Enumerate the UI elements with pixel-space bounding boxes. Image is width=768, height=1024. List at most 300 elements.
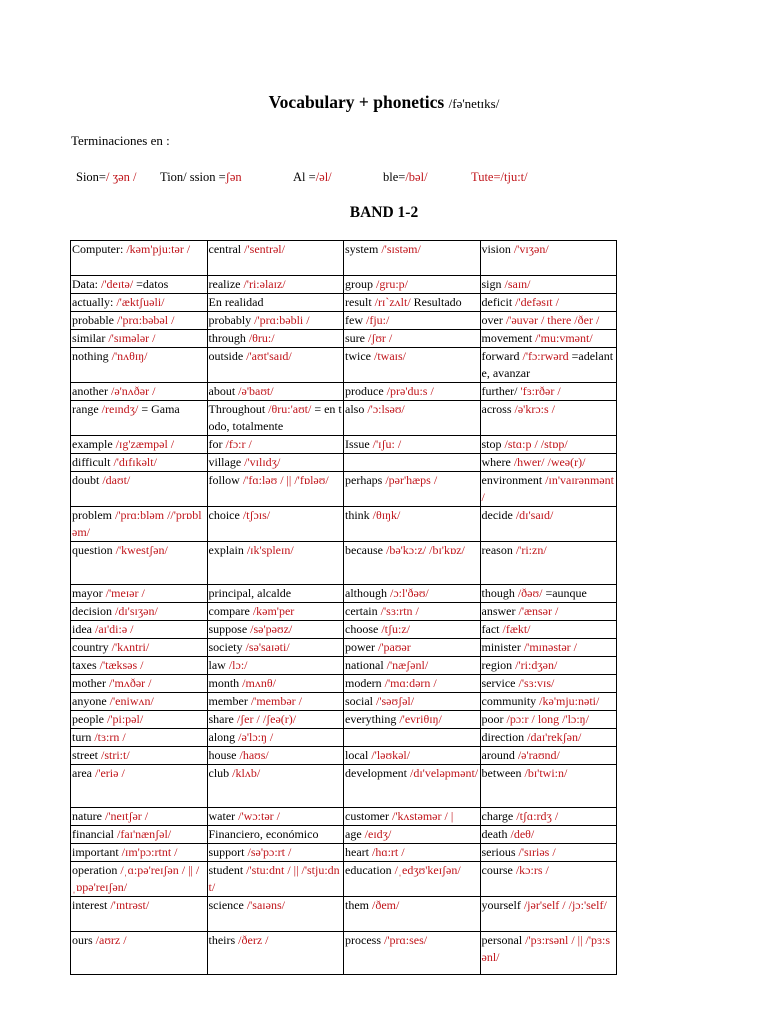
note-text: =adelante, avanzar (481, 349, 614, 380)
word-text: support (208, 845, 245, 859)
table-cell (480, 862, 617, 897)
table-cell (480, 241, 617, 276)
phonetic-text: /'sɜ:rtn / (380, 604, 419, 618)
phonetic-text: /daʊt/ (102, 473, 131, 487)
table-cell (344, 693, 481, 711)
phonetic-text: /tʃɑ:rdʒ / (516, 809, 559, 823)
phonetic-text: /'deɪtə/ (101, 277, 134, 291)
table-cell (344, 844, 481, 862)
word-text: community (481, 694, 537, 708)
table-row (71, 401, 617, 436)
phonetic-text: /klʌb/ (232, 766, 261, 780)
table-row (71, 657, 617, 675)
table-cell (71, 276, 208, 294)
table-cell (480, 603, 617, 621)
phonetic-text: /lɔ:/ (228, 658, 248, 672)
table-row (71, 585, 617, 603)
table-cell (71, 765, 208, 808)
phonetic-text: /'paʊər (378, 640, 411, 654)
word-text: realize (208, 277, 241, 291)
table-row (71, 729, 617, 747)
phonetic-text: /'dɪfɪkəlt/ (113, 455, 157, 469)
phonetic-text: /sə'pəʊz/ (250, 622, 293, 636)
word-text: Computer: (72, 242, 124, 256)
phonetic-text: /dɪ'veləpmənt/ (409, 766, 479, 780)
phonetic-text: /'vɪʒən/ (513, 242, 549, 256)
table-cell (71, 383, 208, 401)
phonetic-text: /'eniwʌn/ (109, 694, 154, 708)
word-text: house (208, 748, 237, 762)
phonetic-text: /'neɪtʃər / (104, 809, 149, 823)
table-cell (344, 276, 481, 294)
ending-label: ble= (383, 170, 406, 184)
phonetic-text: /'prɑ:bəbli / (254, 313, 310, 327)
word-text: because (345, 543, 383, 557)
table-cell (71, 312, 208, 330)
phonetic-text: /'næʃənl/ (386, 658, 429, 672)
phonetic-text: /ə'krɔ:s / (514, 402, 555, 416)
word-text: sure (345, 331, 365, 345)
word-text: decide (481, 508, 513, 522)
table-cell (480, 729, 617, 747)
phonetic-text: /'səʊʃəl/ (376, 694, 415, 708)
table-row (71, 454, 617, 472)
phonetic-text: /kəm'pju:tər / (126, 242, 191, 256)
table-cell (71, 747, 208, 765)
phonetic-text: /'stu:dnt / || /'stju:dnt/ (208, 863, 340, 894)
table-cell (480, 542, 617, 585)
ending-value: /tju:t/ (500, 170, 528, 184)
phonetic-text: /'ri:zn/ (515, 543, 547, 557)
phonetic-text: /'mʌðər / (109, 676, 152, 690)
phonetic-text: 'fɜ:rðər / (520, 384, 561, 398)
phonetic-text: /stɑ:p / /stɒp/ (504, 437, 568, 451)
word-text: through (208, 331, 246, 345)
table-cell (207, 897, 344, 932)
word-text: decision (72, 604, 112, 618)
subtitle: Terminaciones en : (71, 133, 170, 148)
word-text: region (481, 658, 513, 672)
table-cell (207, 276, 344, 294)
phonetic-text: /deθ/ (510, 827, 535, 841)
table-cell (207, 844, 344, 862)
phonetic-text: /θru:/ (248, 331, 275, 345)
word-text: similar (72, 331, 106, 345)
word-text: service (481, 676, 516, 690)
phonetic-text: /reɪndʒ/ (101, 402, 139, 416)
word-text: operation (72, 863, 118, 877)
phonetic-text: /fju:/ (366, 313, 390, 327)
table-row (71, 897, 617, 932)
table-cell (207, 241, 344, 276)
word-text: system (345, 242, 379, 256)
phonetic-text: /ə'nʌðər / (110, 384, 156, 398)
table-cell (71, 603, 208, 621)
word-text: water (208, 809, 236, 823)
table-cell (71, 294, 208, 312)
word-text: deficit (481, 295, 513, 309)
phonetic-text: /faɪ'nænʃəl/ (116, 827, 172, 841)
note-text: = en todo, totalmente (208, 402, 342, 433)
table-cell (207, 747, 344, 765)
table-cell (344, 348, 481, 383)
table-cell (480, 294, 617, 312)
table-cell (207, 436, 344, 454)
phonetic-text: /'sɪstəm/ (381, 242, 421, 256)
table-row (71, 383, 617, 401)
table-cell (344, 747, 481, 765)
phonetic-text: /ðəʊ/ (517, 586, 543, 600)
word-text: serious (481, 845, 516, 859)
table-row (71, 312, 617, 330)
word-text: law (208, 658, 226, 672)
word-text: mayor (72, 586, 103, 600)
note-text: =datos (136, 277, 169, 291)
word-text: compare (208, 604, 250, 618)
table-row (71, 241, 617, 276)
ending-al (293, 170, 332, 185)
table-cell (480, 657, 617, 675)
table-cell (71, 826, 208, 844)
table-cell (344, 383, 481, 401)
word-text: certain (345, 604, 378, 618)
phonetic-text: /'mɑ:dərn / (384, 676, 437, 690)
phonetic-text: /'prɑ:ses/ (384, 933, 428, 947)
table-cell (71, 675, 208, 693)
phonetic-text: /'æktʃuəli/ (116, 295, 165, 309)
phonetic-text: /'kwestʃən/ (115, 543, 168, 557)
word-text: club (208, 766, 230, 780)
phonetic-text: /'eriə / (94, 766, 125, 780)
table-row (71, 507, 617, 542)
word-text: direction (481, 730, 525, 744)
table-cell (207, 294, 344, 312)
table-row (71, 621, 617, 639)
phonetic-text: /'pɜ:rsənl / || /'pɜ:sənl/ (481, 933, 611, 964)
word-text: vision (481, 242, 511, 256)
phonetic-text: /θru:'aʊt/ (268, 402, 312, 416)
vocabulary-table (70, 240, 617, 975)
phonetic-text: /'əuvər / there /ðer / (505, 313, 600, 327)
word-text: reason (481, 543, 513, 557)
table-cell (207, 862, 344, 897)
word-text: explain (208, 543, 244, 557)
word-text: produce (345, 384, 384, 398)
phonetic-text: /ɪg'zæmpəl / (115, 437, 175, 451)
table-cell (344, 330, 481, 348)
word-text: ours (72, 933, 93, 947)
table-cell (71, 729, 208, 747)
phonetic-text: /'vɪlɪdʒ/ (244, 455, 281, 469)
word-text: power (345, 640, 375, 654)
word-text: although (345, 586, 387, 600)
table-cell (480, 330, 617, 348)
table-cell (480, 621, 617, 639)
table-cell (344, 603, 481, 621)
word-text: student (208, 863, 244, 877)
phonetic-text: /dɪ'sɪʒən/ (115, 604, 158, 618)
word-text: around (481, 748, 515, 762)
table-cell (344, 454, 481, 472)
word-text: nothing (72, 349, 109, 363)
table-row (71, 639, 617, 657)
word-text: stop (481, 437, 502, 451)
table-cell (480, 383, 617, 401)
phonetic-text: /ˌɑ:pə'reɪʃən / || /ˌɒpə'reɪʃən/ (72, 863, 200, 894)
phonetic-text: /'wɔ:tər / (238, 809, 280, 823)
table-cell (344, 621, 481, 639)
table-cell (207, 330, 344, 348)
word-text: mother (72, 676, 106, 690)
phonetic-text: /tʃu:z/ (381, 622, 410, 636)
word-text: movement (481, 331, 533, 345)
word-text: along (208, 730, 236, 744)
title-text: Vocabulary + phonetics (268, 92, 445, 112)
table-cell (71, 693, 208, 711)
word-text: question (72, 543, 113, 557)
phonetic-text: /ə'baʊt/ (238, 384, 274, 398)
table-row (71, 675, 617, 693)
table-cell (344, 312, 481, 330)
note-text: =aunque (545, 586, 587, 600)
phonetic-text: /haʊs/ (239, 748, 269, 762)
ending-label: Tute= (471, 170, 501, 184)
word-text: perhaps (345, 473, 383, 487)
word-text: taxes (72, 658, 97, 672)
table-cell (207, 765, 344, 808)
word-text: difficult (72, 455, 111, 469)
phonetic-text: /ðem/ (372, 898, 400, 912)
word-text: fact (481, 622, 500, 636)
table-row (71, 862, 617, 897)
word-text: turn (72, 730, 92, 744)
table-cell (71, 507, 208, 542)
word-text: financial (72, 827, 114, 841)
phonetic-text: /'defəsɪt / (515, 295, 559, 309)
word-text: science (208, 898, 244, 912)
phonetic-text: /'ɔ:lsəʊ/ (367, 402, 405, 416)
phonetic-text: /kə'mju:nəti/ (539, 694, 600, 708)
table-row (71, 711, 617, 729)
table-row (71, 932, 617, 975)
table-cell (71, 897, 208, 932)
word-text: answer (481, 604, 516, 618)
table-row (71, 472, 617, 507)
phonetic-text: /'evriθɪŋ/ (399, 712, 442, 726)
table-cell (344, 862, 481, 897)
table-cell (344, 808, 481, 826)
table-cell (344, 401, 481, 436)
table-cell (207, 826, 344, 844)
phonetic-text: /ɪm'pɔ:rtnt / (121, 845, 178, 859)
word-text: society (208, 640, 243, 654)
ending-label: Sion= (76, 170, 106, 184)
word-text: idea (72, 622, 92, 636)
word-text: share (208, 712, 234, 726)
word-text: actually: (72, 295, 114, 309)
word-text: group (345, 277, 373, 291)
word-text: social (345, 694, 373, 708)
ending-sion (76, 170, 137, 185)
phonetic-text: /'sɪmələr / (108, 331, 156, 345)
word-text: across (481, 402, 512, 416)
phonetic-text: /gru:p/ (376, 277, 408, 291)
word-text: modern (345, 676, 382, 690)
phonetic-text: /'kʌntri/ (111, 640, 150, 654)
word-text: course (481, 863, 513, 877)
word-text: suppose (208, 622, 248, 636)
phonetic-text: /saɪn/ (504, 277, 531, 291)
word-text: street (72, 748, 98, 762)
phonetic-text: /sə'saɪəti/ (245, 640, 290, 654)
ending-ble (383, 170, 428, 185)
phonetic-text: /'sɜ:vɪs/ (518, 676, 555, 690)
phonetic-text: /'fɔ:rwərd (522, 349, 569, 363)
table-cell (480, 401, 617, 436)
phonetic-text: /daɪ'rekʃən/ (527, 730, 582, 744)
word-text: example (72, 437, 113, 451)
phonetic-text: /hɑ:rt / (371, 845, 405, 859)
table-row (71, 348, 617, 383)
word-text: forward (481, 349, 520, 363)
table-cell (207, 472, 344, 507)
table-cell (344, 675, 481, 693)
word-text: minister (481, 640, 521, 654)
table-row (71, 542, 617, 585)
phonetic-text: /'ænsər / (518, 604, 559, 618)
word-text: heart (345, 845, 369, 859)
table-row (71, 603, 617, 621)
phonetic-text: /prə'du:s / (386, 384, 434, 398)
word-text: age (345, 827, 362, 841)
table-cell (480, 276, 617, 294)
table-cell (207, 657, 344, 675)
table-cell (71, 401, 208, 436)
word-text: problem (72, 508, 112, 522)
word-text: twice (345, 349, 371, 363)
phonetic-text: /θɪŋk/ (372, 508, 401, 522)
ending-tion (160, 170, 242, 185)
word-text: between (481, 766, 522, 780)
word-text: environment (481, 473, 543, 487)
word-text: follow (208, 473, 240, 487)
phonetic-text: /'prɑ:bəbəl / (116, 313, 175, 327)
table-cell (480, 897, 617, 932)
word-text: village (208, 455, 242, 469)
word-text: important (72, 845, 119, 859)
word-text: area (72, 766, 92, 780)
table-cell (71, 808, 208, 826)
phonetic-text: /ˌedʒʊ'keɪʃən/ (394, 863, 461, 877)
word-text: where (481, 455, 511, 469)
table-row (71, 330, 617, 348)
table-cell (71, 454, 208, 472)
word-text: death (481, 827, 508, 841)
table-cell (344, 585, 481, 603)
phonetic-text: /ɔ:l'ðəʊ/ (390, 586, 429, 600)
table-cell (344, 294, 481, 312)
word-text: member (208, 694, 248, 708)
word-text: theirs (208, 933, 236, 947)
word-text: development (345, 766, 407, 780)
table-row (71, 294, 617, 312)
phonetic-text: /stri:t/ (101, 748, 130, 762)
table-cell (344, 932, 481, 975)
table-cell (71, 657, 208, 675)
word-text: range (72, 402, 99, 416)
table-cell (207, 932, 344, 975)
table-cell (71, 932, 208, 975)
endings-line (0, 170, 768, 188)
table-cell (480, 808, 617, 826)
word-text: charge (481, 809, 514, 823)
ending-value: /bəl/ (405, 170, 428, 184)
table-row (71, 844, 617, 862)
phonetic-text: /'pi:pəl/ (107, 712, 144, 726)
phonetic-text: /ə'lɔ:ŋ / (238, 730, 274, 744)
ending-label: Al = (293, 170, 316, 184)
phonetic-text: /'ri:dʒən/ (515, 658, 558, 672)
table-row (71, 693, 617, 711)
phonetic-text: /ðerz / (238, 933, 269, 947)
table-cell (71, 542, 208, 585)
table-cell (480, 675, 617, 693)
word-text: customer (345, 809, 389, 823)
word-text: interest (72, 898, 108, 912)
table-row (71, 436, 617, 454)
phonetic-text: /aɪ'di:ə / (95, 622, 134, 636)
table-cell (480, 693, 617, 711)
table-cell (344, 765, 481, 808)
table-cell (207, 693, 344, 711)
phonetic-text: /'sentrəl/ (244, 242, 285, 256)
table-cell (344, 897, 481, 932)
phonetic-text: /'membər / (250, 694, 302, 708)
word-text: probably (208, 313, 252, 327)
table-cell (480, 711, 617, 729)
table-cell (207, 348, 344, 383)
word-text: few (345, 313, 363, 327)
phonetic-text: /aʊrz / (95, 933, 127, 947)
table-cell (71, 436, 208, 454)
ending-label: Tion/ ssion = (160, 170, 226, 184)
ending-value: /əl/ (315, 170, 332, 184)
phonetic-text: /bɪ'twi:n/ (524, 766, 568, 780)
table-cell (207, 454, 344, 472)
table-cell (71, 862, 208, 897)
table-cell (207, 585, 344, 603)
table-cell (480, 472, 617, 507)
table-cell (480, 826, 617, 844)
page-title (0, 92, 768, 113)
phonetic-text: /'aʊt'saɪd/ (246, 349, 292, 363)
phonetic-text: /kɔ:rs / (515, 863, 549, 877)
word-text: En realidad (208, 295, 264, 309)
word-text: them (345, 898, 369, 912)
phonetic-text: /'fɑ:ləʊ / || /'fɒləʊ/ (242, 473, 329, 487)
phonetic-text: /'ɪʃu: / (372, 437, 402, 451)
phonetic-text: /fækt/ (502, 622, 531, 636)
table-row (71, 808, 617, 826)
title-phonetic: /fə'netɪks/ (448, 96, 500, 111)
phonetic-text: /'sɪriəs / (518, 845, 556, 859)
vocabulary-table-body (71, 241, 617, 975)
table-cell (71, 330, 208, 348)
word-text: though (481, 586, 515, 600)
word-text: think (345, 508, 370, 522)
phonetic-text: /rɪ`zʌlt/ (374, 295, 411, 309)
word-text: about (208, 384, 236, 398)
